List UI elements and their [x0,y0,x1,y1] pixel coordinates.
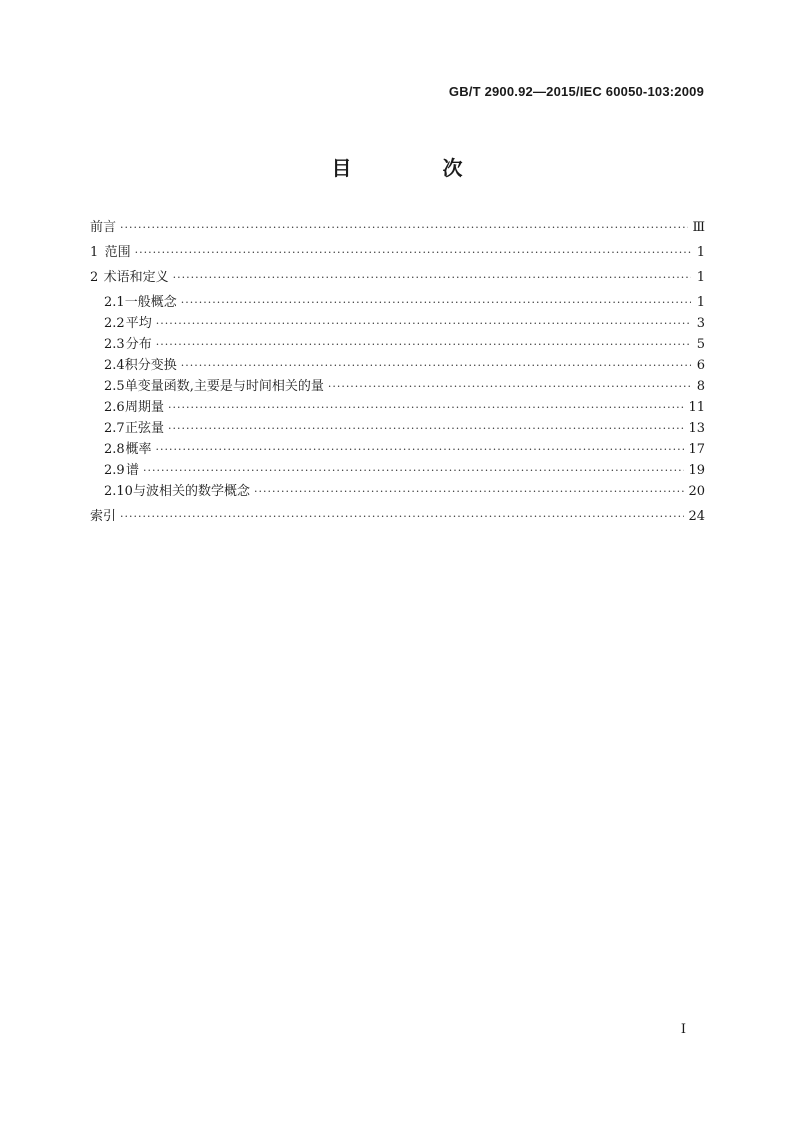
toc-entry-label: 正弦量 [125,421,165,436]
toc-entry-page: 1 [696,270,705,285]
toc-leader-dots [135,242,691,263]
toc-entry-label: 索引 [90,509,117,524]
toc-entry-page: 6 [696,358,705,373]
toc-entry-page: 1 [696,295,705,310]
toc-entry-number: 2.2 [104,316,125,331]
toc-entry-label: 积分变换 [124,358,177,373]
toc-entry-label: 术语和定义 [103,270,169,285]
toc-entry-number: 2.3 [104,337,125,352]
toc-entry-preface[interactable] [90,217,705,238]
toc-entry-label: 周期量 [125,400,165,415]
toc-entry-number: 2.1 [104,295,125,310]
toc-entry-number: 2 [90,270,99,285]
toc-entry-page: 17 [688,442,705,457]
toc-entry-page: 20 [688,484,705,499]
toc-leader-dots [168,418,684,439]
toc-leader-dots [328,376,691,397]
toc-entry-2-1[interactable] [90,292,705,313]
toc-leader-dots [173,267,691,288]
toc-entry-2-3[interactable] [90,334,705,355]
toc-entry-page: 24 [688,509,705,524]
toc-leader-dots [120,506,684,527]
toc-entry-page: 19 [688,463,705,478]
toc-entry-page: 11 [688,400,705,415]
toc-entry-number: 2.8 [104,442,125,457]
toc-entry-index[interactable] [90,506,705,527]
toc-entry-terms[interactable] [90,267,705,288]
toc-leader-dots [120,217,688,238]
toc-entry-page: Ⅲ [692,220,705,235]
toc-leader-dots [143,460,684,481]
toc-entry-label: 分布 [125,337,152,352]
toc-entry-page: 8 [696,379,705,394]
toc-entry-number: 1 [90,245,99,260]
toc-entry-2-2[interactable] [90,313,705,334]
toc-entry-number: 2.4 [104,358,125,373]
toc-entry-page: 5 [696,337,705,352]
page-title: 目 次 [331,156,505,180]
toc-entry-number: 2.9 [104,463,125,478]
toc-leader-dots [156,439,685,460]
toc-leader-dots [168,397,684,418]
toc-entry-number: 2.6 [104,400,125,415]
toc-entry-label: 前言 [90,220,117,235]
toc-entry-label: 范围 [104,245,131,260]
page-number: I [680,1022,686,1037]
toc-entry-page: 3 [696,316,705,331]
toc-entry-2-4[interactable] [90,355,705,376]
toc-entry-label: 与波相关的数学概念 [132,484,250,499]
toc-leader-dots [254,481,684,502]
toc-entry-number: 2.5 [104,379,125,394]
toc-entry-number: 2.7 [104,421,125,436]
toc-leader-dots [181,355,691,376]
standard-number: GB/T 2900.92—2015/IEC 60050-103:2009 [448,84,704,99]
toc-entry-label: 平均 [125,316,152,331]
toc-entry-label: 一般概念 [124,295,177,310]
toc-entry-number: 2.10 [104,484,133,499]
toc-entry-2-10[interactable] [90,481,705,502]
toc-entry-page: 13 [688,421,705,436]
toc-leader-dots [156,334,691,355]
table-of-contents [90,217,705,527]
toc-leader-dots [156,313,691,334]
toc-entry-label: 单变量函数,主要是与时间相关的量 [124,379,324,394]
toc-entry-2-6[interactable] [90,397,705,418]
toc-entry-label: 谱 [126,463,140,478]
toc-entry-2-9[interactable] [90,460,705,481]
toc-entry-scope[interactable] [90,242,705,263]
toc-leader-dots [181,292,691,313]
toc-entry-page: 1 [696,245,705,260]
toc-entry-2-5[interactable] [90,376,705,397]
toc-entry-2-7[interactable] [90,418,705,439]
toc-entry-2-8[interactable] [90,439,705,460]
toc-entry-label: 概率 [125,442,152,457]
